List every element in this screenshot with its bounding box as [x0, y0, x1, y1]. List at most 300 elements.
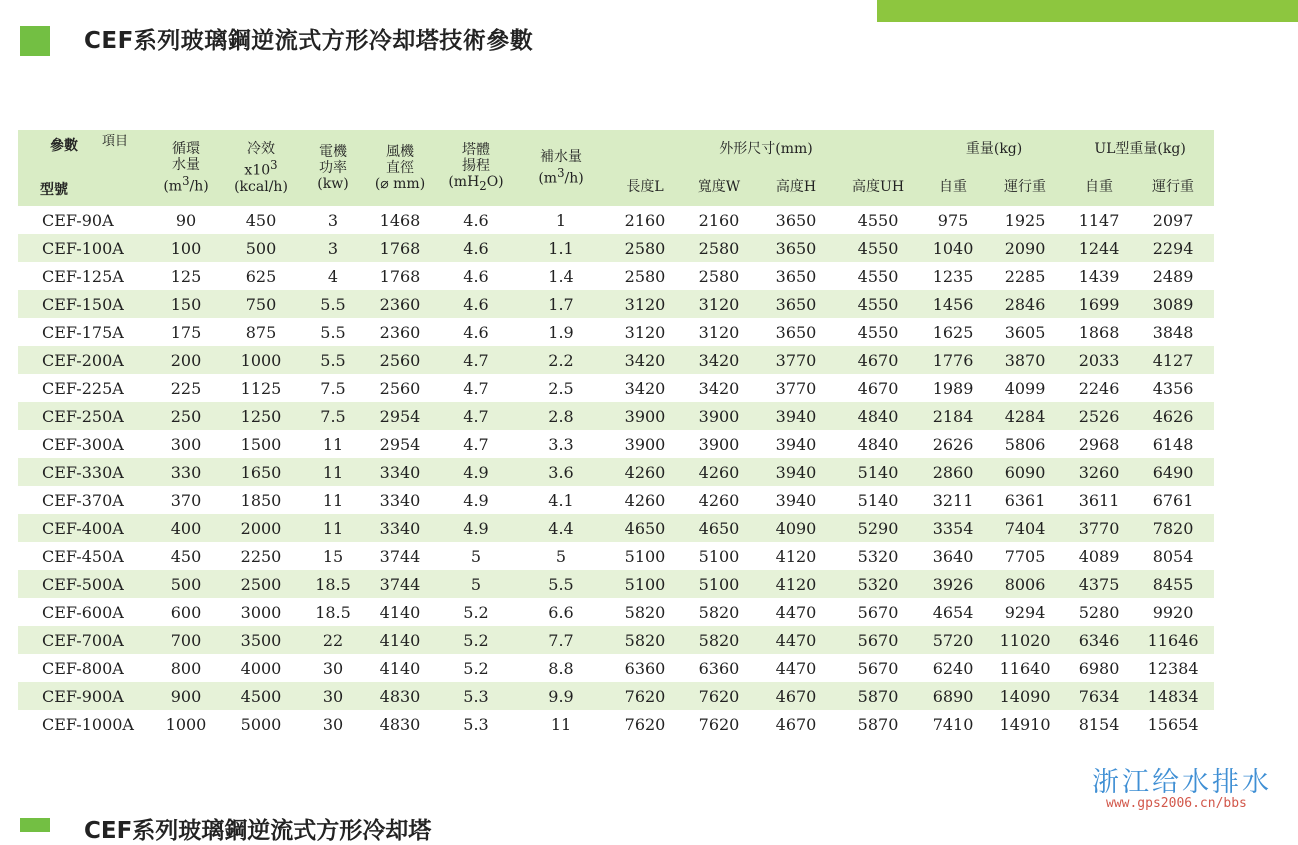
table-cell: 5320	[834, 542, 922, 570]
table-cell: 4089	[1066, 542, 1132, 570]
table-cell: 4260	[610, 486, 680, 514]
table-cell: 450	[156, 542, 216, 570]
table-cell: 1000	[216, 346, 306, 374]
table-cell: 3870	[984, 346, 1066, 374]
table-cell: 1250	[216, 402, 306, 430]
table-cell: 2968	[1066, 430, 1132, 458]
table-row	[18, 262, 1214, 290]
table-cell: 4.6	[440, 290, 512, 318]
table-row	[18, 346, 1214, 374]
table-cell: 4830	[360, 682, 440, 710]
table-cell: 1.1	[512, 234, 610, 262]
table-cell: 7404	[984, 514, 1066, 542]
header-head-unit: $(mH_2O)$	[448, 174, 504, 193]
table-cell: 4.7	[440, 374, 512, 402]
header-head-line2: 揚程	[462, 158, 490, 175]
table-cell: 14910	[984, 710, 1066, 738]
model-cell: CEF-370A	[18, 486, 156, 514]
table-cell: 875	[216, 318, 306, 346]
table-cell: 12384	[1132, 654, 1214, 682]
table-cell: 100	[156, 234, 216, 262]
table-row	[18, 290, 1214, 318]
table-cell: 7620	[610, 710, 680, 738]
section-marker-square	[20, 26, 50, 56]
table-cell: 1776	[922, 346, 984, 374]
table-cell: 3120	[610, 290, 680, 318]
model-cell: CEF-175A	[18, 318, 156, 346]
table-cell: 1125	[216, 374, 306, 402]
table-cell: 3900	[680, 402, 758, 430]
table-cell: 5806	[984, 430, 1066, 458]
table-cell: 6090	[984, 458, 1066, 486]
table-cell: 22	[306, 626, 360, 654]
header-self-weight: 自重	[922, 168, 984, 206]
table-cell: 1699	[1066, 290, 1132, 318]
table-cell: 625	[216, 262, 306, 290]
corner-item-label: 項目	[102, 134, 129, 149]
table-cell: 6240	[922, 654, 984, 682]
table-cell: 370	[156, 486, 216, 514]
table-cell: 3650	[758, 206, 834, 234]
table-cell: 9294	[984, 598, 1066, 626]
table-cell: 5100	[680, 570, 758, 598]
table-cell: 2500	[216, 570, 306, 598]
table-cell: 1.4	[512, 262, 610, 290]
table-cell: 14090	[984, 682, 1066, 710]
table-row	[18, 234, 1214, 262]
table-cell: 3.3	[512, 430, 610, 458]
table-cell: 1235	[922, 262, 984, 290]
model-cell: CEF-200A	[18, 346, 156, 374]
table-cell: 125	[156, 262, 216, 290]
table-cell: 2580	[610, 262, 680, 290]
table-cell: 4550	[834, 206, 922, 234]
table-cell: 3089	[1132, 290, 1214, 318]
table-cell: 4.9	[440, 486, 512, 514]
table-cell: 9.9	[512, 682, 610, 710]
table-cell: 11	[306, 430, 360, 458]
table-cell: 700	[156, 626, 216, 654]
table-cell: 5.5	[306, 346, 360, 374]
table-cell: 7705	[984, 542, 1066, 570]
table-cell: 3940	[758, 402, 834, 430]
table-cell: 3000	[216, 598, 306, 626]
table-cell: 3340	[360, 486, 440, 514]
table-cell: 7620	[680, 710, 758, 738]
section-marker-square-2	[20, 818, 50, 832]
watermark-url: www.gps2006.cn/bbs	[1106, 796, 1247, 811]
table-cell: 5	[440, 570, 512, 598]
corner-param-label: 參數	[50, 138, 78, 154]
table-cell: 500	[156, 570, 216, 598]
model-cell: CEF-500A	[18, 570, 156, 598]
table-cell: 175	[156, 318, 216, 346]
table-cell: 4670	[834, 374, 922, 402]
table-cell: 4.4	[512, 514, 610, 542]
table-cell: 3354	[922, 514, 984, 542]
header-flow-line2: 水量	[172, 157, 200, 174]
table-row	[18, 654, 1214, 682]
table-cell: 4.1	[512, 486, 610, 514]
table-cell: 4840	[834, 402, 922, 430]
table-cell: 3340	[360, 458, 440, 486]
table-cell: 5100	[610, 542, 680, 570]
table-cell: 4000	[216, 654, 306, 682]
table-cell: 4099	[984, 374, 1066, 402]
table-cell: 4127	[1132, 346, 1214, 374]
table-cell: 1.9	[512, 318, 610, 346]
table-cell: 4284	[984, 402, 1066, 430]
table-cell: 3420	[610, 346, 680, 374]
table-cell: 1768	[360, 262, 440, 290]
table-cell: 2560	[360, 346, 440, 374]
header-width: 寬度W	[680, 168, 758, 206]
table-cell: 3120	[680, 318, 758, 346]
table-cell: 3211	[922, 486, 984, 514]
header-motor	[306, 130, 360, 206]
table-cell: 3	[306, 234, 360, 262]
table-cell: 2489	[1132, 262, 1214, 290]
table-cell: 14834	[1132, 682, 1214, 710]
table-cell: 225	[156, 374, 216, 402]
table-cell: 4626	[1132, 402, 1214, 430]
model-cell: CEF-450A	[18, 542, 156, 570]
table-cell: 4670	[758, 682, 834, 710]
table-cell: 2580	[610, 234, 680, 262]
table-cell: 3.6	[512, 458, 610, 486]
table-cell: 2860	[922, 458, 984, 486]
table-cell: 30	[306, 710, 360, 738]
table-cell: 1147	[1066, 206, 1132, 234]
header-length: 長度L	[610, 168, 680, 206]
table-cell: 30	[306, 654, 360, 682]
table-cell: 3420	[680, 346, 758, 374]
table-cell: 3770	[758, 374, 834, 402]
header-fan-line1: 風機	[386, 144, 414, 160]
table-cell: 2000	[216, 514, 306, 542]
header-dimensions-group: 外形尺寸(mm)	[610, 130, 922, 168]
table-cell: 900	[156, 682, 216, 710]
table-cell: 3900	[610, 430, 680, 458]
table-row	[18, 598, 1214, 626]
table-cell: 4670	[834, 346, 922, 374]
table-cell: 15654	[1132, 710, 1214, 738]
table-cell: 4	[306, 262, 360, 290]
table-cell: 6490	[1132, 458, 1214, 486]
table-cell: 8455	[1132, 570, 1214, 598]
table-cell: 4120	[758, 542, 834, 570]
table-cell: 1650	[216, 458, 306, 486]
table-cell: 8154	[1066, 710, 1132, 738]
table-row	[18, 542, 1214, 570]
header-fan-line2: 直徑	[386, 160, 414, 176]
header-corner-cell	[18, 130, 156, 206]
table-row	[18, 374, 1214, 402]
table-cell: 4140	[360, 598, 440, 626]
next-section-title: CEF系列玻璃鋼逆流式方形冷却塔	[84, 818, 432, 844]
table-row	[18, 570, 1214, 598]
table-cell: 2.2	[512, 346, 610, 374]
table-cell: 3940	[758, 458, 834, 486]
header-motor-unit: (kw)	[317, 176, 349, 192]
table-cell: 7620	[680, 682, 758, 710]
model-cell: CEF-330A	[18, 458, 156, 486]
table-cell: 4.6	[440, 206, 512, 234]
table-cell: 1925	[984, 206, 1066, 234]
header-height-uh: 高度UH	[834, 168, 922, 206]
table-cell: 4650	[610, 514, 680, 542]
header-ul-run-weight: 運行重	[1132, 168, 1214, 206]
table-cell: 3650	[758, 262, 834, 290]
table-cell: 4470	[758, 626, 834, 654]
table-cell: 3650	[758, 290, 834, 318]
spec-table	[18, 130, 1214, 738]
spec-table-header	[18, 130, 1214, 206]
table-cell: 1868	[1066, 318, 1132, 346]
header-run-weight: 運行重	[984, 168, 1066, 206]
table-cell: 4.7	[440, 346, 512, 374]
table-row	[18, 486, 1214, 514]
table-cell: 2294	[1132, 234, 1214, 262]
table-cell: 3940	[758, 430, 834, 458]
table-cell: 750	[216, 290, 306, 318]
table-cell: 5.3	[440, 682, 512, 710]
table-cell: 2954	[360, 402, 440, 430]
table-cell: 4090	[758, 514, 834, 542]
table-cell: 6.6	[512, 598, 610, 626]
table-cell: 7.7	[512, 626, 610, 654]
table-cell: 4140	[360, 626, 440, 654]
table-cell: 6360	[610, 654, 680, 682]
table-cell: 500	[216, 234, 306, 262]
table-cell: 2246	[1066, 374, 1132, 402]
table-cell: 150	[156, 290, 216, 318]
model-cell: CEF-600A	[18, 598, 156, 626]
table-cell: 1500	[216, 430, 306, 458]
table-cell: 5820	[610, 626, 680, 654]
table-cell: 4.6	[440, 234, 512, 262]
model-cell: CEF-900A	[18, 682, 156, 710]
header-flow-unit: $(m^3/h)$	[163, 174, 209, 195]
table-cell: 3640	[922, 542, 984, 570]
table-cell: 5870	[834, 682, 922, 710]
table-cell: 3611	[1066, 486, 1132, 514]
table-cell: 4120	[758, 570, 834, 598]
table-cell: 250	[156, 402, 216, 430]
model-cell: CEF-225A	[18, 374, 156, 402]
table-cell: 5100	[610, 570, 680, 598]
header-makeup-unit: $(m^3/h)$	[538, 166, 584, 187]
table-cell: 4550	[834, 234, 922, 262]
model-cell: CEF-700A	[18, 626, 156, 654]
table-cell: 2285	[984, 262, 1066, 290]
spec-table-body	[18, 206, 1214, 738]
table-cell: 4.7	[440, 430, 512, 458]
table-cell: 2580	[680, 262, 758, 290]
table-cell: 2560	[360, 374, 440, 402]
table-cell: 2160	[680, 206, 758, 234]
model-cell: CEF-100A	[18, 234, 156, 262]
table-cell: 3340	[360, 514, 440, 542]
model-cell: CEF-400A	[18, 514, 156, 542]
model-cell: CEF-250A	[18, 402, 156, 430]
header-fan-unit: (⌀ mm)	[374, 176, 426, 192]
table-cell: 4375	[1066, 570, 1132, 598]
table-cell: 5280	[1066, 598, 1132, 626]
table-cell: 4260	[680, 458, 758, 486]
table-cell: 2097	[1132, 206, 1214, 234]
table-cell: 4650	[680, 514, 758, 542]
table-cell: 4.7	[440, 402, 512, 430]
table-cell: 5290	[834, 514, 922, 542]
table-cell: 2580	[680, 234, 758, 262]
table-cell: 1000	[156, 710, 216, 738]
table-cell: 4140	[360, 654, 440, 682]
table-cell: 4550	[834, 318, 922, 346]
table-cell: 3	[306, 206, 360, 234]
model-cell: CEF-90A	[18, 206, 156, 234]
table-cell: 1989	[922, 374, 984, 402]
table-cell: 1040	[922, 234, 984, 262]
table-cell: 90	[156, 206, 216, 234]
table-cell: 5	[440, 542, 512, 570]
table-row	[18, 682, 1214, 710]
table-row	[18, 318, 1214, 346]
page-title: CEF系列玻璃鋼逆流式方形冷却塔技術參數	[84, 28, 534, 54]
table-cell: 7410	[922, 710, 984, 738]
table-cell: 30	[306, 682, 360, 710]
table-cell: 3420	[680, 374, 758, 402]
table-cell: 2526	[1066, 402, 1132, 430]
table-cell: 1456	[922, 290, 984, 318]
table-cell: 8.8	[512, 654, 610, 682]
table-row	[18, 402, 1214, 430]
table-cell: 6148	[1132, 430, 1214, 458]
table-cell: 4.6	[440, 318, 512, 346]
table-cell: 4470	[758, 654, 834, 682]
table-cell: 400	[156, 514, 216, 542]
table-cell: 18.5	[306, 570, 360, 598]
table-cell: 2184	[922, 402, 984, 430]
table-cell: 6361	[984, 486, 1066, 514]
table-cell: 7.5	[306, 374, 360, 402]
table-cell: 6360	[680, 654, 758, 682]
table-cell: 2090	[984, 234, 1066, 262]
table-cell: 9920	[1132, 598, 1214, 626]
table-cell: 4550	[834, 290, 922, 318]
table-cell: 3770	[1066, 514, 1132, 542]
table-cell: 3744	[360, 570, 440, 598]
watermark-brand: 浙江给水排水	[1092, 767, 1272, 798]
table-cell: 800	[156, 654, 216, 682]
table-cell: 1468	[360, 206, 440, 234]
table-cell: 5670	[834, 598, 922, 626]
table-cell: 11	[306, 486, 360, 514]
table-cell: 5140	[834, 486, 922, 514]
table-cell: 6346	[1066, 626, 1132, 654]
table-row	[18, 626, 1214, 654]
table-cell: 5320	[834, 570, 922, 598]
table-cell: 5870	[834, 710, 922, 738]
table-cell: 7634	[1066, 682, 1132, 710]
header-ul-self-weight: 自重	[1066, 168, 1132, 206]
table-cell: 3650	[758, 234, 834, 262]
header-motor-line2: 功率	[319, 160, 347, 176]
header-head	[440, 130, 512, 206]
table-cell: 975	[922, 206, 984, 234]
table-cell: 5820	[680, 598, 758, 626]
table-cell: 3120	[610, 318, 680, 346]
table-cell: 11	[306, 458, 360, 486]
table-cell: 5670	[834, 626, 922, 654]
table-cell: 2250	[216, 542, 306, 570]
table-cell: 1.7	[512, 290, 610, 318]
header-cooling-unit: (kcal/h)	[234, 178, 288, 195]
table-cell: 450	[216, 206, 306, 234]
table-cell: 3605	[984, 318, 1066, 346]
table-cell: 3900	[610, 402, 680, 430]
header-ul-weight-group: UL型重量(kg)	[1066, 130, 1214, 168]
table-cell: 5.2	[440, 654, 512, 682]
table-cell: 3120	[680, 290, 758, 318]
table-cell: 5140	[834, 458, 922, 486]
header-flow	[156, 130, 216, 206]
table-cell: 5.3	[440, 710, 512, 738]
table-cell: 6890	[922, 682, 984, 710]
model-cell: CEF-1000A	[18, 710, 156, 738]
table-cell: 5000	[216, 710, 306, 738]
table-cell: 5.5	[306, 318, 360, 346]
table-cell: 3900	[680, 430, 758, 458]
model-cell: CEF-800A	[18, 654, 156, 682]
table-row	[18, 458, 1214, 486]
model-cell: CEF-300A	[18, 430, 156, 458]
table-cell: 2033	[1066, 346, 1132, 374]
top-accent-bar	[877, 0, 1298, 22]
table-cell: 2360	[360, 290, 440, 318]
model-cell: CEF-125A	[18, 262, 156, 290]
header-makeup	[512, 130, 610, 206]
table-cell: 2954	[360, 430, 440, 458]
table-cell: 1439	[1066, 262, 1132, 290]
table-cell: 8054	[1132, 542, 1214, 570]
table-cell: 3650	[758, 318, 834, 346]
table-cell: 4654	[922, 598, 984, 626]
table-cell: 5820	[680, 626, 758, 654]
table-cell: 18.5	[306, 598, 360, 626]
header-height: 高度H	[758, 168, 834, 206]
table-cell: 4.9	[440, 458, 512, 486]
table-cell: 1244	[1066, 234, 1132, 262]
header-cooling	[216, 130, 306, 206]
corner-model-label: 型號	[40, 182, 68, 198]
table-cell: 5	[512, 542, 610, 570]
table-cell: 4260	[610, 458, 680, 486]
table-cell: 1625	[922, 318, 984, 346]
table-cell: 4.6	[440, 262, 512, 290]
table-cell: 5820	[610, 598, 680, 626]
table-cell: 5.5	[306, 290, 360, 318]
table-cell: 2.8	[512, 402, 610, 430]
table-cell: 600	[156, 598, 216, 626]
table-cell: 330	[156, 458, 216, 486]
table-cell: 3744	[360, 542, 440, 570]
table-cell: 5.2	[440, 626, 512, 654]
table-cell: 11	[306, 514, 360, 542]
table-cell: 5670	[834, 654, 922, 682]
table-cell: 7620	[610, 682, 680, 710]
table-cell: 4670	[758, 710, 834, 738]
